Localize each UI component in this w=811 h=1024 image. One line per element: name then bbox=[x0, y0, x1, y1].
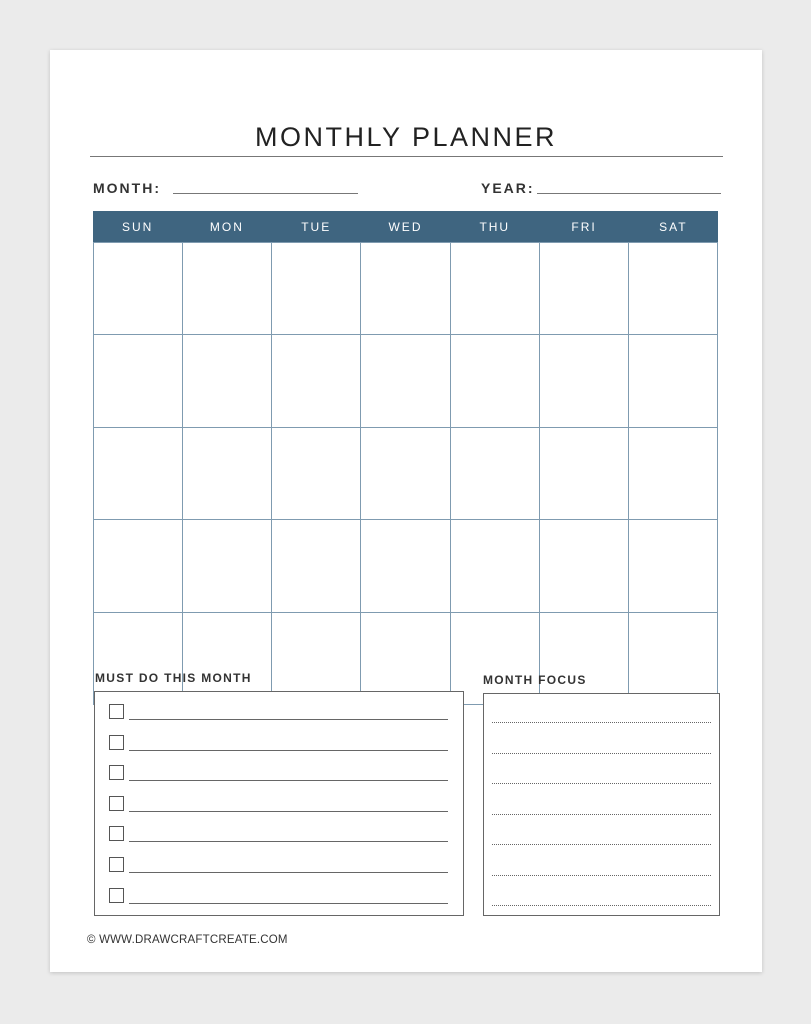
calendar-day-cell[interactable] bbox=[272, 428, 361, 520]
must-do-item bbox=[109, 796, 449, 812]
weekday-sat: SAT bbox=[659, 220, 688, 234]
focus-line[interactable] bbox=[492, 783, 711, 784]
calendar-weekday-header bbox=[93, 211, 718, 242]
planner-sheet bbox=[50, 50, 762, 972]
month-field-line[interactable] bbox=[173, 193, 358, 194]
calendar-day-cell[interactable] bbox=[361, 243, 450, 335]
must-do-item bbox=[109, 735, 449, 751]
calendar-day-cell[interactable] bbox=[540, 335, 629, 427]
calendar-day-cell[interactable] bbox=[94, 428, 183, 520]
must-do-box bbox=[94, 691, 464, 916]
weekday-sun: SUN bbox=[121, 220, 154, 234]
calendar-day-cell[interactable] bbox=[629, 520, 718, 612]
calendar-day-cell[interactable] bbox=[629, 428, 718, 520]
calendar-day-cell[interactable] bbox=[272, 520, 361, 612]
focus-line[interactable] bbox=[492, 875, 711, 876]
calendar-day-cell[interactable] bbox=[629, 243, 718, 335]
calendar-day-cell[interactable] bbox=[540, 613, 629, 705]
must-do-item bbox=[109, 826, 449, 842]
year-label: YEAR: bbox=[481, 180, 535, 196]
year-field-line[interactable] bbox=[537, 193, 721, 194]
checkbox[interactable] bbox=[109, 735, 124, 750]
must-do-line[interactable] bbox=[129, 719, 448, 720]
calendar-day-cell[interactable] bbox=[451, 520, 540, 612]
calendar-day-cell[interactable] bbox=[540, 428, 629, 520]
must-do-label: MUST DO THIS MONTH bbox=[95, 671, 252, 685]
calendar bbox=[93, 211, 718, 705]
weekday-mon: MON bbox=[209, 220, 244, 234]
calendar-day-cell[interactable] bbox=[183, 335, 272, 427]
checkbox[interactable] bbox=[109, 857, 124, 872]
calendar-day-cell[interactable] bbox=[94, 520, 183, 612]
must-do-line[interactable] bbox=[129, 780, 448, 781]
must-do-item bbox=[109, 888, 449, 904]
weekday-tue: TUE bbox=[301, 220, 332, 234]
focus-line[interactable] bbox=[492, 905, 711, 906]
calendar-day-cell[interactable] bbox=[451, 428, 540, 520]
checkbox[interactable] bbox=[109, 888, 124, 903]
calendar-day-cell[interactable] bbox=[451, 243, 540, 335]
calendar-day-cell[interactable] bbox=[183, 520, 272, 612]
calendar-day-cell[interactable] bbox=[272, 335, 361, 427]
checkbox[interactable] bbox=[109, 796, 124, 811]
checkbox[interactable] bbox=[109, 765, 124, 780]
calendar-day-cell[interactable] bbox=[451, 335, 540, 427]
must-do-line[interactable] bbox=[129, 903, 448, 904]
month-label: MONTH: bbox=[93, 180, 161, 196]
must-do-line[interactable] bbox=[129, 841, 448, 842]
checkbox[interactable] bbox=[109, 826, 124, 841]
must-do-item bbox=[109, 857, 449, 873]
must-do-item bbox=[109, 765, 449, 781]
focus-line[interactable] bbox=[492, 814, 711, 815]
checkbox[interactable] bbox=[109, 704, 124, 719]
title-underline bbox=[90, 156, 723, 157]
calendar-day-cell[interactable] bbox=[272, 243, 361, 335]
calendar-day-cell[interactable] bbox=[361, 428, 450, 520]
month-focus-box bbox=[483, 693, 720, 916]
calendar-day-cell[interactable] bbox=[183, 428, 272, 520]
must-do-line[interactable] bbox=[129, 750, 448, 751]
focus-line[interactable] bbox=[492, 753, 711, 754]
calendar-day-cell[interactable] bbox=[361, 520, 450, 612]
focus-line[interactable] bbox=[492, 844, 711, 845]
weekday-thu: THU bbox=[479, 220, 511, 234]
calendar-grid bbox=[93, 242, 718, 705]
page-title: MONTHLY PLANNER bbox=[254, 122, 558, 152]
calendar-day-cell[interactable] bbox=[183, 243, 272, 335]
calendar-day-cell[interactable] bbox=[94, 243, 183, 335]
must-do-item bbox=[109, 704, 449, 720]
calendar-day-cell[interactable] bbox=[629, 335, 718, 427]
must-do-line[interactable] bbox=[129, 872, 448, 873]
copyright-footer: © WWW.DRAWCRAFTCREATE.COM bbox=[87, 934, 288, 946]
weekday-fri: FRI bbox=[571, 220, 597, 234]
calendar-day-cell[interactable] bbox=[361, 335, 450, 427]
month-focus-label: MONTH FOCUS bbox=[483, 673, 587, 687]
calendar-day-cell[interactable] bbox=[540, 520, 629, 612]
calendar-day-cell[interactable] bbox=[540, 243, 629, 335]
calendar-day-cell[interactable] bbox=[94, 335, 183, 427]
calendar-day-cell[interactable] bbox=[629, 613, 718, 705]
weekday-wed: WED bbox=[388, 220, 423, 234]
focus-line[interactable] bbox=[492, 722, 711, 723]
must-do-line[interactable] bbox=[129, 811, 448, 812]
